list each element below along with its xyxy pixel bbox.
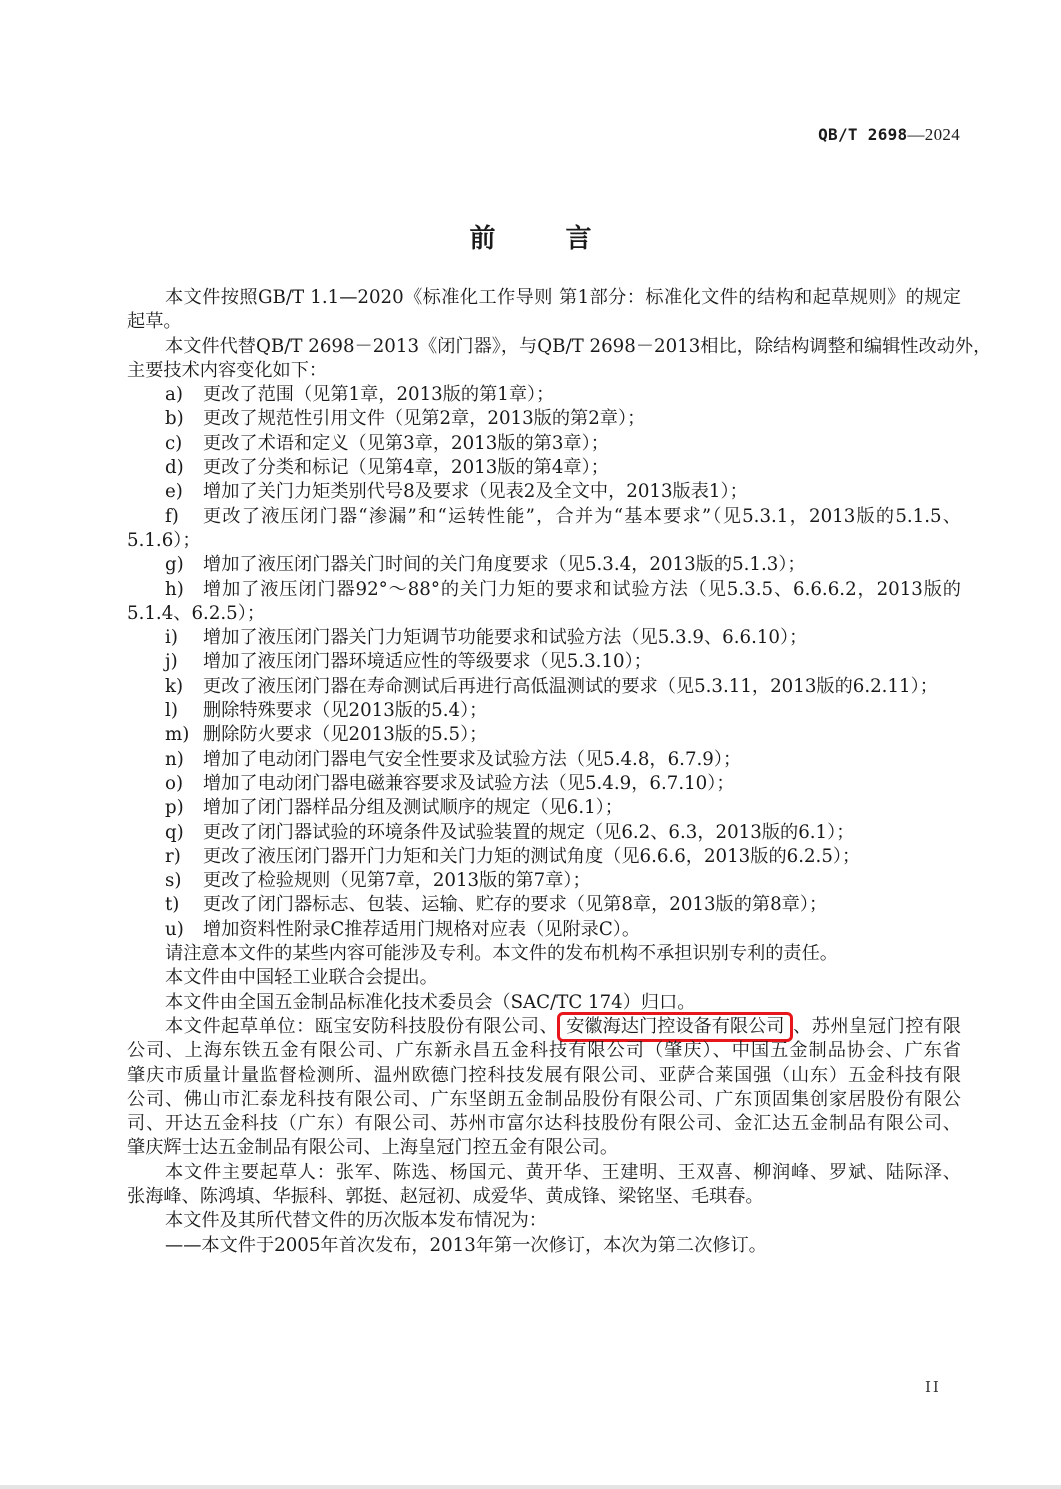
standard-year: —2024	[907, 125, 960, 144]
list-item	[127, 796, 961, 820]
list-item	[127, 675, 961, 699]
list-item-label: b)	[165, 408, 184, 430]
list-item-label: o)	[165, 772, 184, 794]
text-line: 主要技术内容变化如下：	[127, 359, 328, 381]
text-line: ——本文件于2005年首次发布，2013年第一次修订，本次为第二次修订。	[165, 1234, 767, 1256]
list-item-text: 更改了术语和定义（见第3章，2013版的第3章）；	[203, 432, 609, 454]
list-item-text: 增加资料性附录C推荐适用门规格对应表（见附录C）。	[203, 918, 641, 940]
text-line	[127, 1015, 961, 1039]
list-item	[127, 456, 961, 480]
list-item-label: i)	[165, 627, 178, 649]
page-title: 前 言	[469, 224, 614, 254]
text-line: 本文件及其所代替文件的历次版本发布情况为：	[165, 1210, 547, 1232]
list-item-text: 更改了液压闭门器“渗漏”和“运转性能”，合并为“基本要求”（见5.3.1，2013版的5.1.5、	[203, 505, 961, 527]
list-item	[127, 626, 961, 650]
list-item	[127, 505, 961, 529]
list-item	[127, 821, 961, 845]
list-item	[127, 893, 961, 917]
list-item-text: 更改了液压闭门器开门力矩和关门力矩的测试角度（见6.6.6，2013版的6.2.5）；	[203, 845, 861, 867]
list-item-label: p)	[165, 797, 184, 819]
list-item-text: 增加了液压闭门器92°～88°的关门力矩的要求和试验方法（见5.3.5、6.6.6.2，2013版的	[203, 578, 961, 600]
list-item-text: 增加了闭门器样品分组及测试顺序的规定（见6.1）；	[203, 797, 623, 819]
list-item	[127, 748, 961, 772]
list-item-label: s)	[165, 870, 182, 892]
list-item-text: 增加了电动闭门器电磁兼容要求及试验方法（见5.4.9，6.7.10）；	[203, 772, 735, 794]
list-item-label: q)	[165, 821, 184, 843]
foreword-body	[127, 286, 992, 1258]
list-item	[127, 869, 961, 893]
list-item-label: h)	[165, 578, 184, 600]
list-item-label: c)	[165, 432, 183, 454]
list-item	[127, 918, 961, 942]
list-item-text: 增加了电动闭门器电气安全性要求及试验方法（见5.4.8，6.7.9）；	[203, 748, 742, 770]
list-item-label: a)	[165, 384, 183, 406]
text-line: 本文件由中国轻工业联合会提出。	[165, 967, 438, 989]
list-item-text: 删除防火要求（见2013版的5.5）；	[203, 724, 488, 746]
list-item-label: g)	[165, 554, 184, 576]
list-item-text: 更改了范围（见第1章，2013版的第1章）；	[203, 384, 555, 406]
list-item	[127, 650, 961, 674]
text-line: 请注意本文件的某些内容可能涉及专利。本文件的发布机构不承担识别专利的责任。	[165, 943, 838, 965]
list-item	[127, 772, 961, 796]
list-item	[127, 480, 961, 504]
text-line: 5.1.6）；	[127, 529, 201, 551]
list-item	[127, 553, 961, 577]
page-number: II	[925, 1378, 941, 1396]
text-line: 起草。	[127, 311, 182, 333]
list-item	[127, 432, 961, 456]
list-item-text: 增加了液压闭门器关门时间的关门角度要求（见5.3.4，2013版的5.1.3）；	[203, 554, 806, 576]
list-item-text: 增加了关门力矩类别代号8及要求（见表2及全文中，2013版表1）；	[203, 481, 748, 503]
list-item	[127, 723, 961, 747]
text-line: 本文件按照GB/T 1.1—2020《标准化工作导则 第1部分：标准化文件的结构和起草规则》的规定	[165, 287, 961, 308]
list-item-text: 删除特殊要求（见2013版的5.4）；	[203, 700, 488, 722]
list-item	[127, 699, 961, 723]
list-item	[127, 578, 961, 602]
list-item-label: f)	[165, 505, 179, 527]
text-line: 肇庆市质量计量监督检测所、温州欧德门控科技发展有限公司、亚萨合莱国强（山东）五金科技有限	[127, 1064, 961, 1086]
standard-number: QB/T 2698	[818, 125, 908, 144]
text-segment: 、苏州皇冠门控有限	[792, 1015, 961, 1037]
text-line: 本文件代替QB/T 2698－2013《闭门器》，与QB/T 2698－2013相比，除结构调整和编辑性改动外，	[165, 335, 992, 357]
document-code	[818, 125, 960, 145]
list-item-label: r)	[165, 845, 181, 867]
list-item-label: l)	[165, 700, 178, 722]
list-item-label: t)	[165, 894, 180, 916]
text-line: 肇庆辉士达五金制品有限公司、上海皇冠门控五金有限公司。	[127, 1137, 619, 1159]
list-item-text: 更改了规范性引用文件（见第2章，2013版的第2章）；	[203, 408, 646, 430]
text-line: 本文件由全国五金制品标准化技术委员会（SAC/TC 174）归口。	[165, 991, 696, 1013]
list-item-label: j)	[165, 651, 178, 673]
list-item	[127, 407, 961, 431]
list-item-label: m)	[165, 724, 190, 746]
highlighted-company: 安徽海达门控设备有限公司	[560, 1015, 790, 1039]
text-segment: 本文件起草单位：瓯宝安防科技股份有限公司、	[165, 1015, 559, 1037]
list-item	[127, 845, 961, 869]
list-item-text: 更改了检验规则（见第7章，2013版的第7章）；	[203, 870, 591, 892]
text-line: 本文件主要起草人：张军、陈选、杨国元、黄开华、王建明、王双喜、柳润峰、罗斌、陆际泽、	[165, 1161, 961, 1183]
list-item-label: e)	[165, 481, 183, 503]
text-line: 司、开达五金科技（广东）有限公司、苏州市富尔达科技股份有限公司、金汇达五金制品有限公司、	[127, 1113, 961, 1135]
list-item-text: 增加了液压闭门器关门力矩调节功能要求和试验方法（见5.3.9、6.6.10）；	[203, 627, 808, 649]
text-line: 张海峰、陈鸿填、华振科、郭挺、赵冠初、成爱华、黄成锋、梁铭坚、毛琪春。	[127, 1185, 764, 1207]
list-item-text: 更改了分类和标记（见第4章，2013版的第4章）；	[203, 457, 609, 479]
text-line: 公司、上海东铁五金有限公司、广东新永昌五金科技有限公司（肇庆）、中国五金制品协会、广东省	[127, 1040, 961, 1062]
text-line: 5.1.4、6.2.5）；	[127, 602, 266, 624]
list-item-label: d)	[165, 457, 184, 479]
list-item-text: 更改了闭门器试验的环境条件及试验装置的规定（见6.2、6.3，2013版的6.1）；	[203, 821, 855, 843]
list-item-text: 更改了闭门器标志、包装、运输、贮存的要求（见第8章，2013版的第8章）；	[203, 894, 828, 916]
list-item-label: k)	[165, 675, 184, 697]
list-item-text: 增加了液压闭门器环境适应性的等级要求（见5.3.10）；	[203, 651, 652, 673]
list-item-label: n)	[165, 748, 184, 770]
list-item	[127, 383, 961, 407]
page-bottom-edge	[0, 1485, 1061, 1489]
list-item-label: u)	[165, 918, 184, 940]
text-line: 公司、佛山市汇泰龙科技有限公司、广东坚朗五金制品股份有限公司、广东顶固集创家居股份有限公	[127, 1088, 961, 1110]
list-item-text: 更改了液压闭门器在寿命测试后再进行高低温测试的要求（见5.3.11，2013版的6.2.11）；	[203, 675, 938, 697]
